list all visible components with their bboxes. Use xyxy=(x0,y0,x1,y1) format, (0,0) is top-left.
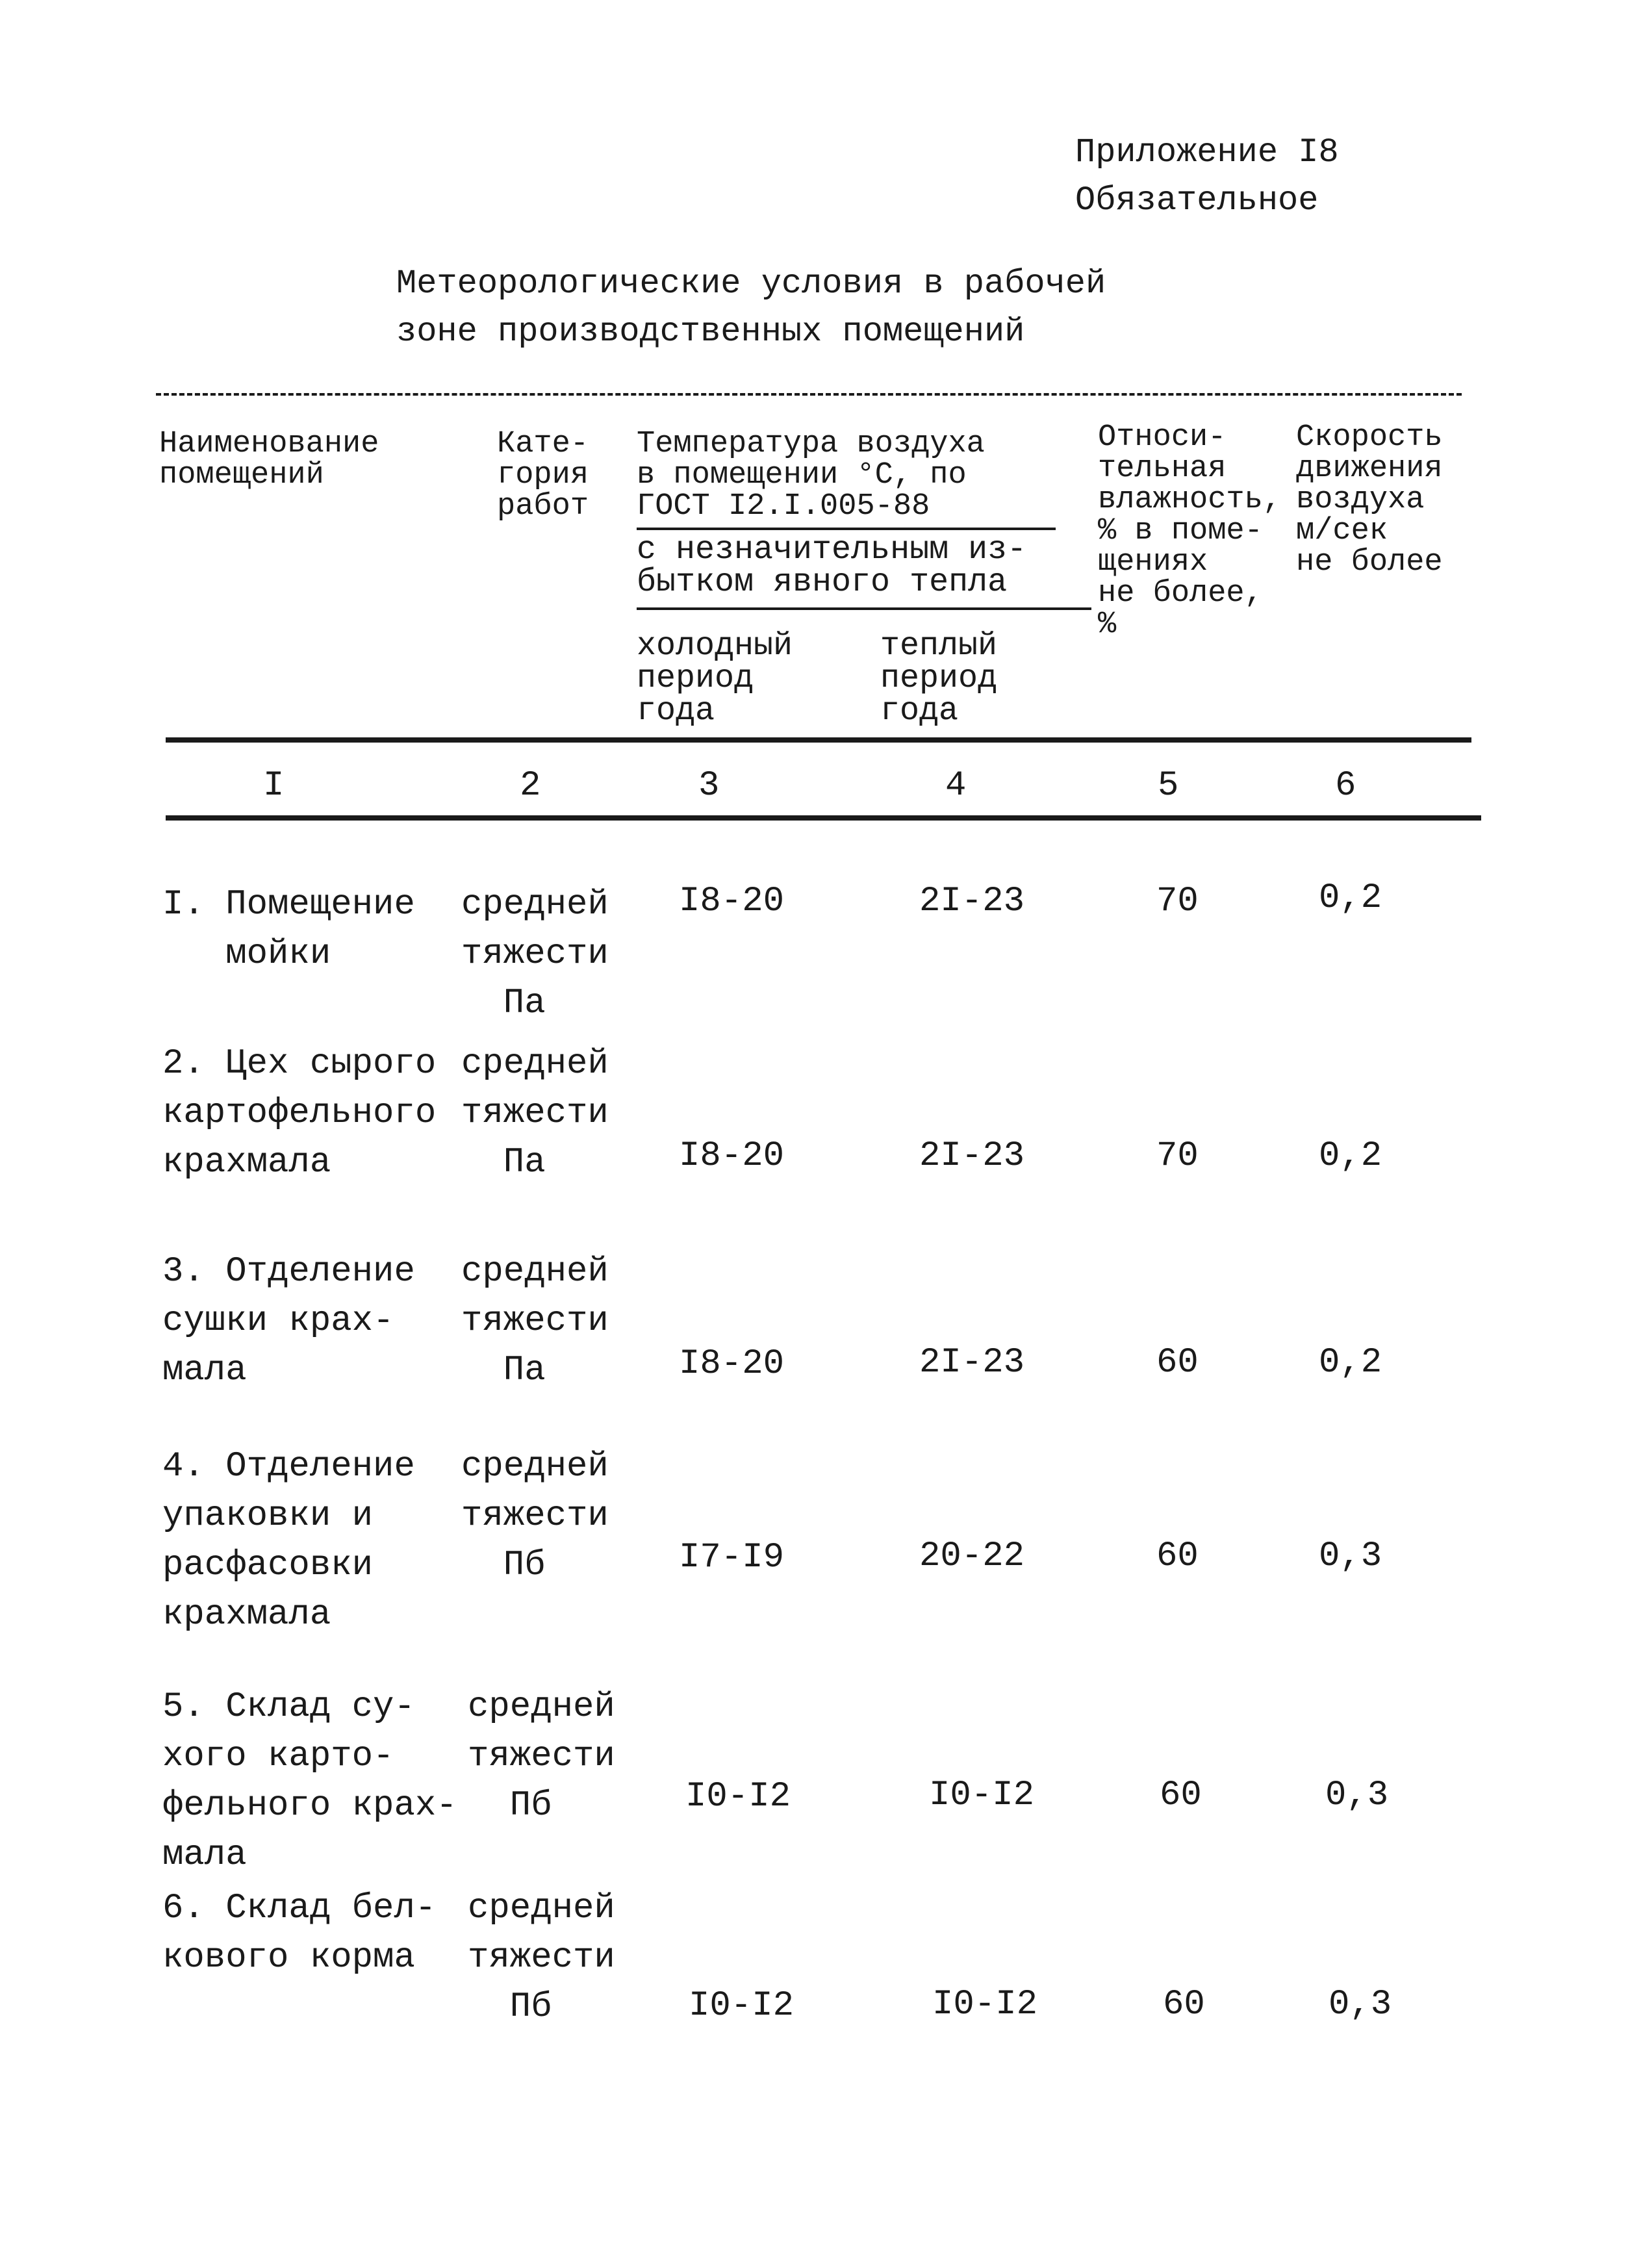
column-number-4: 4 xyxy=(945,766,967,806)
table-row-5-category: средней тяжести Пб xyxy=(468,1687,615,1826)
table-row-3-warm: 2I-23 xyxy=(919,1343,1025,1382)
header-bottom-rule xyxy=(166,737,1471,743)
column-number-5: 5 xyxy=(1158,766,1179,806)
table-row-1-speed: 0,2 xyxy=(1319,878,1382,918)
header-temperature-subgroup: с незначительным из- бытком явного тепла xyxy=(637,531,1027,601)
column-number-3: 3 xyxy=(698,766,720,806)
table-row-5-speed: 0,3 xyxy=(1325,1776,1389,1815)
table-row-4-category: средней тяжести Пб xyxy=(461,1447,609,1585)
table-row-2-cold: I8-20 xyxy=(679,1136,785,1176)
document-title-line2: зоне производственных помещений xyxy=(396,312,1025,351)
column-number-2: 2 xyxy=(520,766,541,806)
appendix-label: Приложение I8 xyxy=(1075,133,1339,172)
table-row-5-humidity: 60 xyxy=(1160,1776,1202,1815)
table-row-6-cold: I0-I2 xyxy=(689,1986,795,2026)
column-numbers-rule xyxy=(166,815,1481,821)
table-row-2-speed: 0,2 xyxy=(1319,1136,1382,1176)
header-temperature-rule xyxy=(637,528,1056,530)
table-row-3-name: 3. Отделение сушки крах- мала xyxy=(162,1252,415,1390)
table-row-4-name: 4. Отделение упаковки и расфасовки крахмала xyxy=(162,1447,415,1635)
table-row-6-name: 6. Склад бел- кового корма xyxy=(162,1889,437,1978)
table-row-4-humidity: 60 xyxy=(1156,1536,1199,1576)
table-row-1-cold: I8-20 xyxy=(679,882,785,921)
column-number-6: 6 xyxy=(1335,766,1356,806)
table-row-3-category: средней тяжести Па xyxy=(461,1252,609,1390)
table-row-1-name: I. Помещение мойки xyxy=(162,885,415,974)
table-top-rule xyxy=(156,393,1462,396)
header-air-speed: Скорость движения воздуха м/сек не более xyxy=(1296,420,1443,580)
table-row-5-name: 5. Склад су- хого карто- фельного крах- мала xyxy=(162,1687,457,1875)
table-row-6-speed: 0,3 xyxy=(1329,1985,1392,2024)
column-number-1: I xyxy=(263,766,285,806)
table-row-2-humidity: 70 xyxy=(1156,1136,1199,1176)
table-row-5-cold: I0-I2 xyxy=(685,1777,791,1816)
table-row-2-warm: 2I-23 xyxy=(919,1136,1025,1176)
header-work-category: Кате- гория работ xyxy=(497,427,589,524)
table-row-2-category: средней тяжести Па xyxy=(461,1044,609,1182)
table-row-1-warm: 2I-23 xyxy=(919,882,1025,921)
header-cold-period: холодный период года xyxy=(637,628,793,730)
table-row-4-cold: I7-I9 xyxy=(679,1538,785,1577)
table-row-2-name: 2. Цех сырого картофельного крахмала xyxy=(162,1044,437,1182)
table-row-3-humidity: 60 xyxy=(1156,1343,1199,1382)
header-temperature-group: Температура воздуха в помещении °С, по ГОСТ I2.I.005-88 xyxy=(637,427,985,524)
table-row-3-speed: 0,2 xyxy=(1319,1343,1382,1382)
table-row-3-cold: I8-20 xyxy=(679,1344,785,1384)
table-row-6-warm: I0-I2 xyxy=(932,1985,1038,2024)
table-row-1-category: средней тяжести Па xyxy=(461,885,609,1023)
header-subgroup-rule xyxy=(637,607,1091,610)
header-humidity: Относи- тельная влажность, % в поме- щениях не более, % xyxy=(1098,420,1282,642)
document-title-line1: Метеорологические условия в рабочей xyxy=(396,264,1106,303)
table-row-4-speed: 0,3 xyxy=(1319,1536,1382,1576)
appendix-status: Обязательное xyxy=(1075,181,1319,220)
table-row-5-warm: I0-I2 xyxy=(929,1776,1035,1815)
header-room-name: Наименование помещений xyxy=(159,427,379,492)
table-row-1-humidity: 70 xyxy=(1156,882,1199,921)
table-row-6-category: средней тяжести Пб xyxy=(468,1889,615,2027)
header-warm-period: теплый период года xyxy=(880,628,998,730)
table-row-4-warm: 20-22 xyxy=(919,1536,1025,1576)
table-row-6-humidity: 60 xyxy=(1163,1985,1205,2024)
